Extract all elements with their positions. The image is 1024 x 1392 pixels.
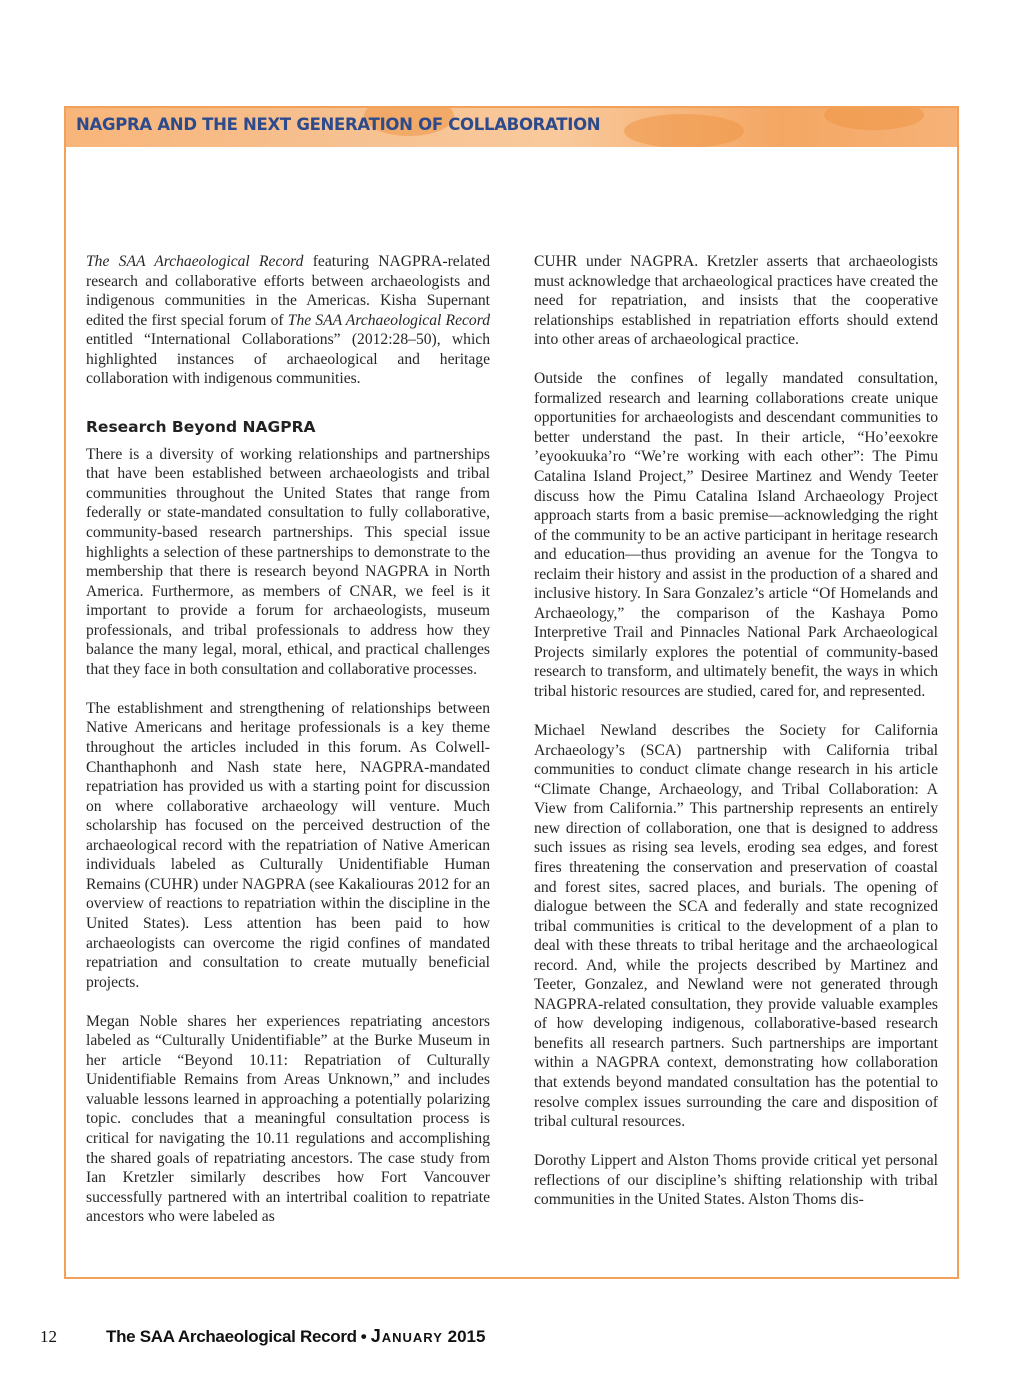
body-paragraph: The establishment and strengthening of relationships between Native Americans and heritage professionals is a key theme throughout the articles included in this forum. As Colwell-Chanthaphonh and Nash state here, NAGPRA-mandated repatriation has provided us with a starting point for discussion on where collaborative archaeology will venture. Much scholarship has focused on the perceived destruction of the archaeological record with the repatriation of Native American individuals labeled as Culturally Unidentifiable Human Remains (CUHR) under NAGPRA (see Kakaliouras 2012 for an overview of reactions to repatriation within the discipline in the United States). Less attention has been paid to how archaeologists can overcome the rigid confines of mandated repatriation and consultation to create mutually beneficial projects. [86, 699, 490, 991]
body-paragraph: Dorothy Lippert and Alston Thoms provide critical yet personal reflections of our discipline’s shifting relationship with tribal communities in the United States. Alston Thoms dis- [534, 1152, 938, 1209]
publication-name: The SAA Archaeological Record [106, 1327, 357, 1346]
issue-month: January [370, 1326, 443, 1346]
journal-title-italic: The SAA Archaeological Record [86, 253, 304, 270]
section-heading: Research Beyond NAGPRA [86, 417, 316, 436]
intro-text-b: entitled “International Collaborations” (2012:28–50), which highlighted instances of archaeological and heritage collaboration with indigenous communities. [86, 331, 490, 388]
body-paragraph: There is a diversity of working relationships and partnerships that have been established between archaeologists and tribal communities throughout the United States that range from federally or state-mandated consultation to fully collaborative, community-based research partnerships. This special issue highlights a selection of these partnerships to demonstrate to the membership that there is research beyond NAGPRA in North America. Furthermore, as members of CNAR, we feel is it important to provide a forum for archaeologists, museum professionals, and tribal professionals to address how they balance the many legal, moral, ethical, and practical challenges that they face in both consultation and collaborative processes. [86, 445, 490, 678]
left-column [86, 252, 490, 1246]
body-paragraph: Outside the confines of legally mandated consultation, formalized research and learning collaborations create unique opportunities for archaeologists and descendant communities to better understand the past. In their article, “Ho’eexokre ’eyookuuka’ro “We’re working with each other”: The Pimu Catalina Island Project,” Desiree Martinez and Wendy Teeter discuss how the Pimu Catalina Island Archaeology Project approach starts from a basic premise—acknowledging the right of the community to be an active participant in heritage research and education—thus providing an avenue for the Tongva to reclaim their history and assist in the production of a shared and inclusive history. In Sara Gonzalez’s article “Of Homelands and Archaeology,” the comparison of the Kashaya Pomo Interpretive Trail and Pinnacles National Park Archaeological Projects similarly explores the potential of community-based research to transform, and ultimately benefit, the ways in which tribal historic resources are studied, cared for, and represented. [534, 370, 938, 701]
body-paragraph: Megan Noble shares her experiences repatriating ancestors labeled as “Culturally Unidentifiable” at the Burke Museum in her article “Beyond 10.11: Repatriation of Culturally Unidentifiable Remains from Areas Unknown,” and includes valuable lessons learned in approaching a potentially polarizing topic. concludes that a meaningful consultation process is critical for navigating the 10.11 regulations and accomplishing the shared goals of repatriating ancestors. The case study from Ian Kretzler similarly describes how Fort Vancouver successfully partnered with an intertribal coalition to repatriate ancestors who were labeled as [86, 1012, 490, 1226]
footer-separator: • [360, 1327, 367, 1346]
page-number: 12 [40, 1327, 57, 1346]
issue-year: 2015 [447, 1327, 486, 1346]
intro-text-a: featuring NAGPRA-related research and collaborative efforts between archaeologists and indigenous communities in the Americas. Kisha Supernant edited the first special forum of [86, 253, 490, 329]
body-paragraph: CUHR under NAGPRA. Kretzler asserts that archaeologists must acknowledge that archaeological practices have created the need for repatriation, and insists that the cooperative relationships established in repatriation efforts should extend into other areas of archaeological practice. [534, 253, 938, 349]
section-title: NAGPRA AND THE NEXT GENERATION OF COLLABORATION [76, 115, 601, 134]
right-column [534, 252, 938, 1229]
journal-title-italic: The SAA Archaeological Record [287, 311, 490, 329]
page-footer [40, 1326, 485, 1347]
intro-paragraph [86, 252, 490, 389]
body-paragraph: Michael Newland describes the Society for California Archaeology’s (SCA) partnership with California tribal communities to conduct climate change research in his article “Climate Change, Archaeology, and Tribal Collaboration: A View from California.” This partnership represents an entirely new direction of collaboration, one that is designed to address such issues as rising sea levels, eroding sea edges, and forest fires threatening the conservation and preservation of coastal and forest sites, sacred places, and burials. The opening of dialogue between the SCA and federally and state recognized tribal communities is critical to the development of a plan to deal with these threats to tribal heritage and the archaeological record. And, while the projects described by Martinez and Teeter, Gonzalez, and Newland were not generated through NAGPRA-related consultation, they provide valuable examples of how developing indigenous, collaborative-based research benefits all research partners. Such partnerships are important within a NAGPRA context, demonstrating how collaboration that extends beyond mandated consultation has the potential to resolve complex issues surrounding the care and disposition of tribal cultural resources. [534, 722, 938, 1131]
